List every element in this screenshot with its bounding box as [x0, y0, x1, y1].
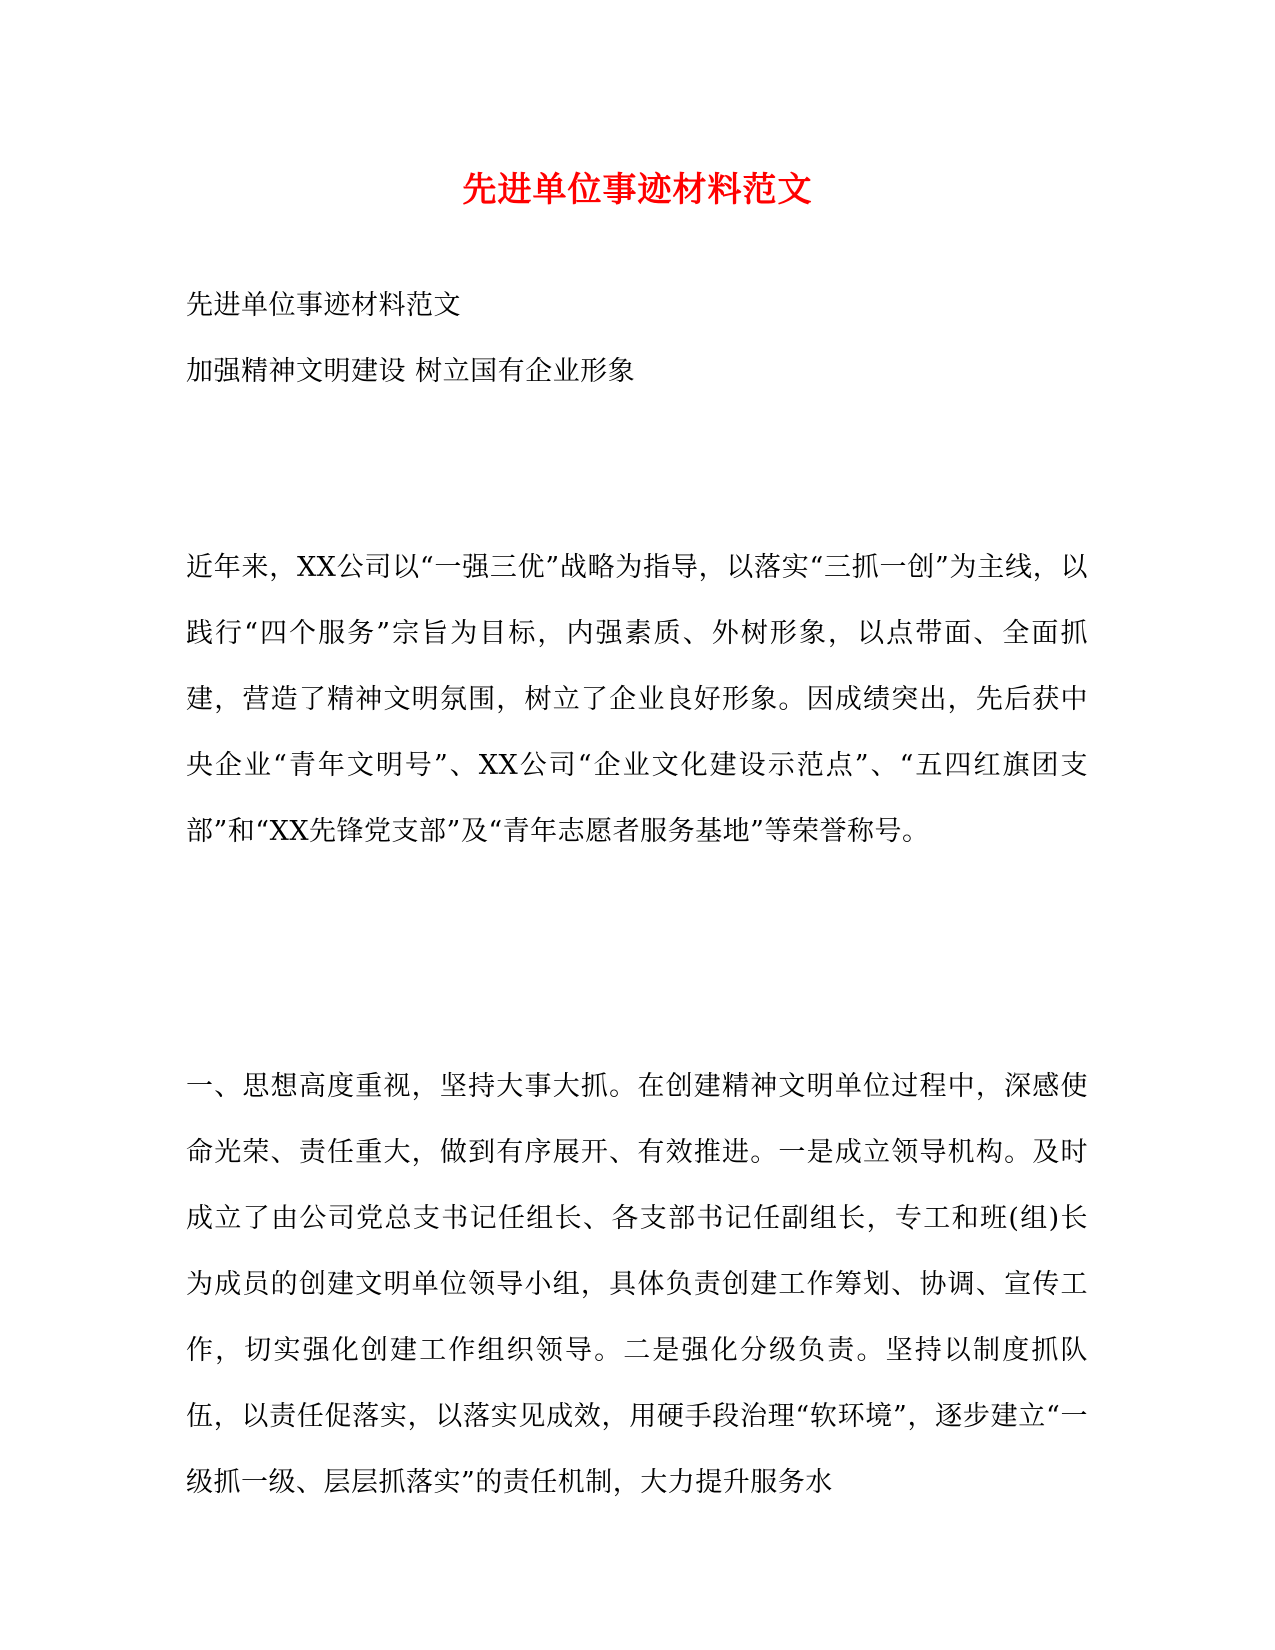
document-heading: 加强精神文明建设 树立国有企业形象	[186, 356, 636, 387]
paragraph-section-one: 一、思想高度重视，坚持大事大抓。在创建精神文明单位过程中，深感使命光荣、责任重大，做到有序展开、有效推进。一是成立领导机构。及时成立了由公司党总支书记任组长、各支部书记任副组长，专工和班(组)长为成员的创建文明单位领导小组，具体负责创建工作筹划、协调、宣传工作，切实强化创建工作组织领导。二是强化分级负责。坚持以制度抓队伍，以责任促落实，以落实见成效，用硬手段治理“软环境”，逐步建立“一级抓一级、层层抓落实”的责任机制，大力提升服务水	[186, 1071, 1088, 1498]
document-title: 先进单位事迹材料范文	[462, 170, 813, 210]
document-subtitle: 先进单位事迹材料范文	[186, 290, 461, 321]
paragraph-intro: 近年来，XX公司以“一强三优”战略为指导，以落实“三抓一创”为主线，以践行“四个服务”宗旨为目标，内强素质、外树形象，以点带面、全面抓建，营造了精神文明氛围，树立了企业良好形象。因成绩突出，先后获中央企业“青年文明号”、XX公司“企业文化建设示范点”、“五四红旗团支部”和“XX先锋党支部”及“青年志愿者服务基地”等荣誉称号。	[186, 552, 1088, 847]
